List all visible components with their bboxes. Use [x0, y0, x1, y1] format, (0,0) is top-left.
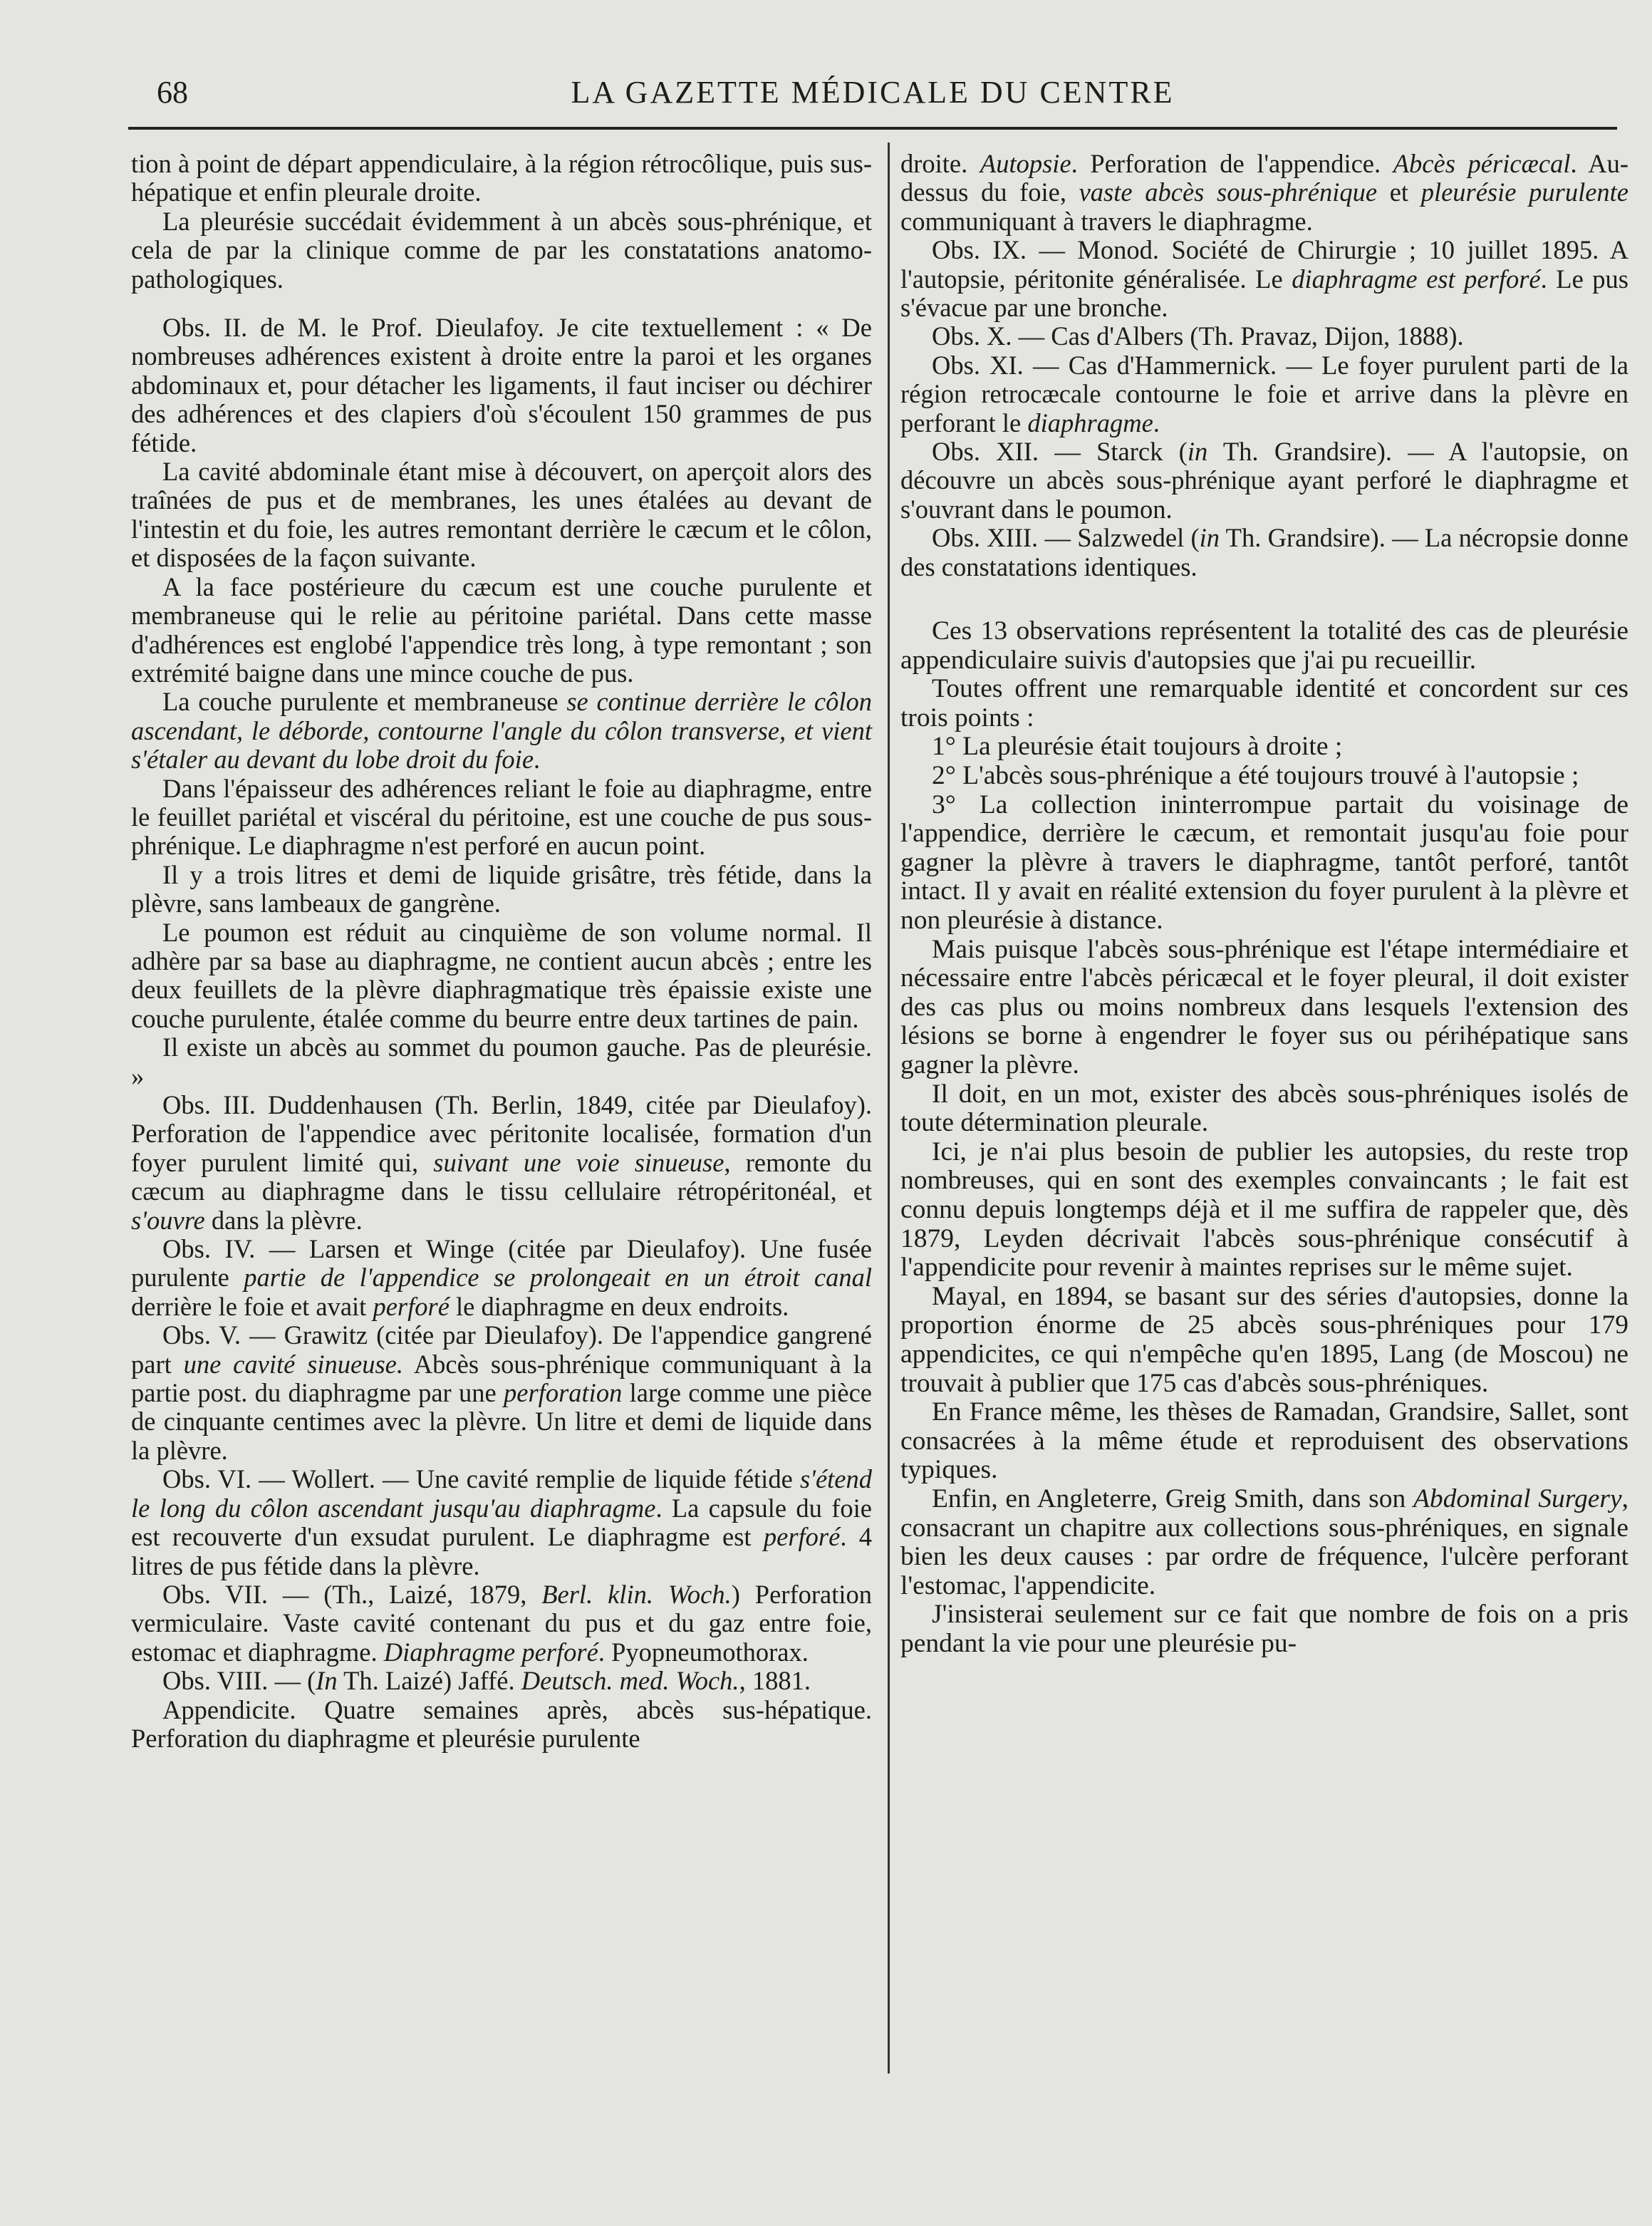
text-run: Mais puisque l'abcès sous-phrénique est l'étape intermédiaire et nécessaire entre l'abcès péricæcal et le foyer pleural, il doit exister des cas plus ou moins nombreux dans lesquels l'extension des lésions se borne à engendrer le foyer sus ou périhépatique sans gagner la plèvre.: [900, 934, 1628, 1080]
paragraph: [900, 322, 1628, 351]
header-rule: [128, 127, 1617, 130]
paragraph: [900, 791, 1628, 936]
text-run: Obs. IX. — Monod. Société de Chirurgie ; 10 juillet 1895. A l'autopsie, péritonite généralisée. Le: [900, 235, 1628, 294]
column-divider: [888, 143, 890, 2074]
text-run: Th. Grandsire). — La nécropsie donne des constatations identiques.: [900, 523, 1628, 581]
text-run: Obs. II. de M. le Prof. Dieulafoy. Je cite textuellement : « De nombreuses adhérences existent à droite entre la paroi et les organes abdominaux et, pour détacher les ligaments, il faut inciser ou déchirer des adhérences et des clapiers d'où s'écoulent 150 grammes de pus fétide.: [131, 313, 872, 457]
italic-text: diaphragme: [1027, 408, 1153, 438]
text-run: Toutes offrent une remarquable identité et concordent sur ces trois points :: [900, 674, 1628, 732]
italic-text: suivant une voie sinueuse: [433, 1147, 724, 1177]
text-run: Il y a trois litres et demi de liquide grisâtre, très fétide, dans la plèvre, sans lambeaux de gangrène.: [131, 859, 872, 918]
page-number: 68: [157, 75, 188, 110]
paragraph: [900, 1138, 1628, 1283]
text-run: Obs. XIII. — Salzwedel (: [932, 523, 1200, 553]
italic-text: Abdominal Surgery: [1413, 1484, 1622, 1513]
paragraph: [131, 861, 872, 918]
text-run: Th. Laizé) Jaffé.: [337, 1666, 521, 1696]
text-run: .: [1153, 408, 1160, 438]
paragraph: [900, 1600, 1628, 1658]
paragraph: [900, 762, 1628, 791]
paragraph: [900, 936, 1628, 1080]
text-run: Obs. V. — Grawitz (citée par Dieulafoy). De l'appendice gangrené part: [131, 1320, 872, 1379]
text-run: ) Perforation vermiculaire. Vaste cavité contenant du pus et du gaz entre foie, estomac et diaphragme.: [131, 1579, 873, 1667]
italic-text: Diaphragme perforé: [383, 1637, 598, 1667]
italic-text: Deutsch. med. Woch.: [521, 1666, 739, 1696]
italic-text: perforé: [763, 1522, 841, 1552]
text-run: tion à point de départ appendiculaire, à la région rétrocôlique, puis sus-hépatique et enfin pleurale droite.: [131, 149, 872, 207]
right-column: [900, 150, 1628, 1658]
text-run: communiquant à travers le diaphragme.: [900, 206, 1313, 236]
italic-text: diaphragme est perforé: [1292, 264, 1541, 294]
italic-text: Abcès péricæcal: [1393, 149, 1571, 178]
paragraph: [131, 1321, 872, 1465]
paragraph: [900, 617, 1628, 675]
text-run: Il doit, en un mot, exister des abcès sous-phréniques isolés de toute détermination pleurale.: [900, 1079, 1628, 1138]
text-run: . La capsule du foie est recouverte d'un exsudat purulent. Le diaphragme est: [131, 1493, 872, 1552]
text-run: .: [534, 745, 541, 775]
text-run: . Le pus s'évacue par une bronche.: [900, 264, 1628, 323]
paragraph: [131, 573, 872, 688]
paragraph: [131, 314, 872, 457]
text-run: . 4 litres de pus fétide dans la plèvre.: [131, 1522, 873, 1580]
text-run: Obs. IV. — Larsen et Winge (citée par Dieulafoy). Une fusée purulente: [131, 1234, 872, 1293]
italic-text: Berl. klin. Woch.: [541, 1579, 732, 1609]
text-run: . Perforation de l'appendice.: [1071, 149, 1393, 178]
text-run: derrière le foie et avait: [131, 1291, 373, 1321]
text-run: Th. Grandsire). — A l'autopsie, on découvre un abcès sous-phrénique ayant perforé le diaphragme et s'ouvrant dans le poumon.: [900, 437, 1628, 524]
journal-title: LA GAZETTE MÉDICALE DU CENTRE: [571, 75, 1175, 110]
paragraph: [131, 1033, 872, 1091]
text-run: Appendicite. Quatre semaines après, abcès sus-hépatique. Perforation du diaphragme et pleurésie purulente: [131, 1694, 872, 1753]
italic-text: perforation: [504, 1378, 623, 1408]
page-header: [128, 70, 1617, 113]
text-run: large comme une pièce de cinquante centimes avec la plèvre. Un litre et demi de liquide dans la plèvre.: [131, 1378, 872, 1465]
paragraph: [900, 524, 1628, 581]
italic-text: Autopsie: [980, 149, 1071, 178]
text-run: droite.: [900, 149, 980, 178]
text-run: . Pyopneumothorax.: [598, 1637, 809, 1667]
text-run: 3° La collection ininterrompue partait du voisinage de l'appendice, derrière le cæcum, et remontait jusqu'au foie pour gagner la plèvre à travers le diaphragme, tantôt perforé, tantôt intact. Il y avait en réalité extension du foyer purulent à la plèvre et non pleurésie à distance.: [900, 790, 1628, 936]
text-run: , 1881.: [739, 1666, 811, 1696]
paragraph: [131, 1465, 872, 1580]
text-run: 1° La pleurésie était toujours à droite ;: [932, 732, 1343, 762]
italic-text: in: [1199, 523, 1220, 553]
paragraph: [900, 351, 1628, 438]
text-run: Mayal, en 1894, se basant sur des séries d'autopsies, donne la proportion énorme de 25 abcès sous-phréniques pour 179 appendicites, ce qui n'empêche qu'en 1895, Lang (de Moscou) ne trouvait à publier que 175 cas d'abcès sous-phréniques.: [900, 1281, 1628, 1398]
paragraph: [131, 457, 872, 573]
text-run: Enfin, en Angleterre, Greig Smith, dans son: [932, 1484, 1413, 1513]
text-run: Il existe un abcès au sommet du poumon gauche. Pas de pleurésie. »: [131, 1032, 872, 1091]
text-run: Obs. III. Duddenhausen (Th. Berlin, 1849, citée par Dieulafoy). Perforation de l'appendice avec péritonite localisée, formation d'un foyer purulent limité qui,: [131, 1090, 872, 1177]
italic-text: s'ouvre: [131, 1205, 205, 1235]
text-run: La pleurésie succédait évidemment à un abcès sous-phrénique, et cela de par la clinique comme de par les constatations anatomo-pathologiques.: [131, 206, 872, 294]
text-run: La couche purulente et membraneuse: [162, 687, 567, 717]
paragraph: [131, 918, 872, 1034]
italic-text: se continue derrière le côlon ascendant, le déborde, contourne l'angle du côlon transverse, et vient s'étaler au devant du lobe droit du foie: [131, 687, 873, 775]
text-run: Obs. XII. — Starck (: [932, 437, 1188, 467]
paragraph: [900, 1398, 1628, 1485]
text-run: , consacrant un chapitre aux collections sous-phréniques, en signale bien les deux causes : par ordre de fréquence, l'ulcère perforant l'estomac, l'appendicite.: [900, 1484, 1628, 1600]
paragraph: [131, 150, 872, 207]
paragraph: [131, 1580, 872, 1667]
paragraph: [131, 1667, 872, 1695]
text-run: Obs. VIII. — (: [162, 1666, 316, 1696]
paragraph: [131, 688, 872, 774]
text-run: A la face postérieure du cæcum est une couche purulente et membraneuse qui le relie au péritoine pariétal. Dans cette masse d'adhérences est englobé l'appendice très long, à type remontant ; son extrémité baigne dans une mince couche de pus.: [131, 571, 872, 688]
paragraph: [131, 1091, 872, 1235]
text-run: Obs. VII. — (Th., Laizé, 1879,: [162, 1579, 542, 1609]
text-run: . Au-dessus du foie,: [900, 149, 1629, 207]
italic-text: In: [316, 1666, 338, 1696]
paragraph: [900, 1080, 1628, 1138]
paragraph: [900, 1485, 1628, 1600]
italic-text: pleurésie purulente: [1420, 177, 1629, 207]
paragraph: [900, 732, 1628, 762]
italic-text: in: [1187, 437, 1208, 467]
italic-text: partie de l'appendice se prolongeait en un étroit canal: [244, 1263, 873, 1293]
paragraph: [900, 675, 1628, 732]
text-run: dans la plèvre.: [204, 1205, 363, 1235]
text-run: Obs. X. — Cas d'Albers (Th. Pravaz, Dijon, 1888).: [932, 321, 1464, 351]
text-run: Dans l'épaisseur des adhérences reliant le foie au diaphragme, entre le feuillet pariétal et viscéral du péritoine, est une couche de pus sous-phrénique. Le diaphragme n'est perforé en aucun point.: [131, 773, 872, 861]
paragraph: [131, 207, 872, 294]
text-run: Ici, je n'ai plus besoin de publier les autopsies, du reste trop nombreuses, qui en sont des exemples convaincants ; le fait est connu depuis longtemps déjà et il me suffira de rappeler que, dès 1879, Leyden décrivait l'abcès sous-phrénique consécutif à l'appendicite pour revenir à maintes reprises sur le même sujet.: [900, 1137, 1628, 1283]
italic-text: perforé: [373, 1291, 450, 1321]
text-run: Le poumon est réduit au cinquième de son volume normal. Il adhère par sa base au diaphragme, ne contient aucun abcès ; entre les deux feuillets de la plèvre diaphragmatique très épaissie existe une couche purulente, étalée comme du beurre entre deux tartines de pain.: [131, 917, 872, 1033]
left-column: [131, 150, 872, 1753]
text-run: En France même, les thèses de Ramadan, Grandsire, Sallet, sont consacrées à la même étude et reproduisent des observations typiques.: [900, 1397, 1628, 1485]
italic-text: vaste abcès sous-phrénique: [1079, 177, 1378, 207]
paragraph: [131, 1235, 872, 1321]
text-run: J'insisterai seulement sur ce fait que nombre de fois on a pris pendant la vie pour une pleurésie pu-: [900, 1600, 1628, 1658]
italic-text: s'étend le long du côlon ascendant jusqu'au diaphragme: [131, 1464, 872, 1523]
text-run: La cavité abdominale étant mise à découvert, on aperçoit alors des traînées de pus et de membranes, les unes étalées au devant de l'intestin et du foie, les autres remontant derrière le cæcum et le côlon, et disposées de la façon suivante.: [131, 457, 872, 573]
paragraph: [131, 775, 872, 861]
paragraph: [900, 236, 1628, 322]
text-run: , remonte du cæcum au diaphragme dans le tissu cellulaire rétropéritonéal, et: [131, 1147, 872, 1206]
text-run: Obs. XI. — Cas d'Hammernick. — Le foyer purulent parti de la région retrocæcale contourne le foie et arrive dans la plèvre en perforant le: [900, 350, 1628, 438]
paragraph: [900, 1283, 1628, 1398]
text-run: et: [1377, 177, 1421, 207]
italic-text: une cavité sinueuse.: [183, 1349, 403, 1379]
text-run: le diaphragme en deux endroits.: [449, 1291, 789, 1321]
text-run: 2° L'abcès sous-phrénique a été toujours trouvé à l'autopsie ;: [932, 761, 1579, 791]
text-run: Obs. VI. — Wollert. — Une cavité remplie de liquide fétide: [162, 1464, 800, 1494]
paragraph: [900, 150, 1628, 236]
paragraph: [131, 1696, 872, 1754]
text-run: Abcès sous-phrénique communiquant à la partie post. du diaphragme par une: [131, 1349, 872, 1408]
paragraph: [900, 438, 1628, 524]
text-run: Ces 13 observations représentent la totalité des cas de pleurésie appendiculaire suivis d'autopsies que j'ai pu recueillir.: [900, 616, 1628, 675]
